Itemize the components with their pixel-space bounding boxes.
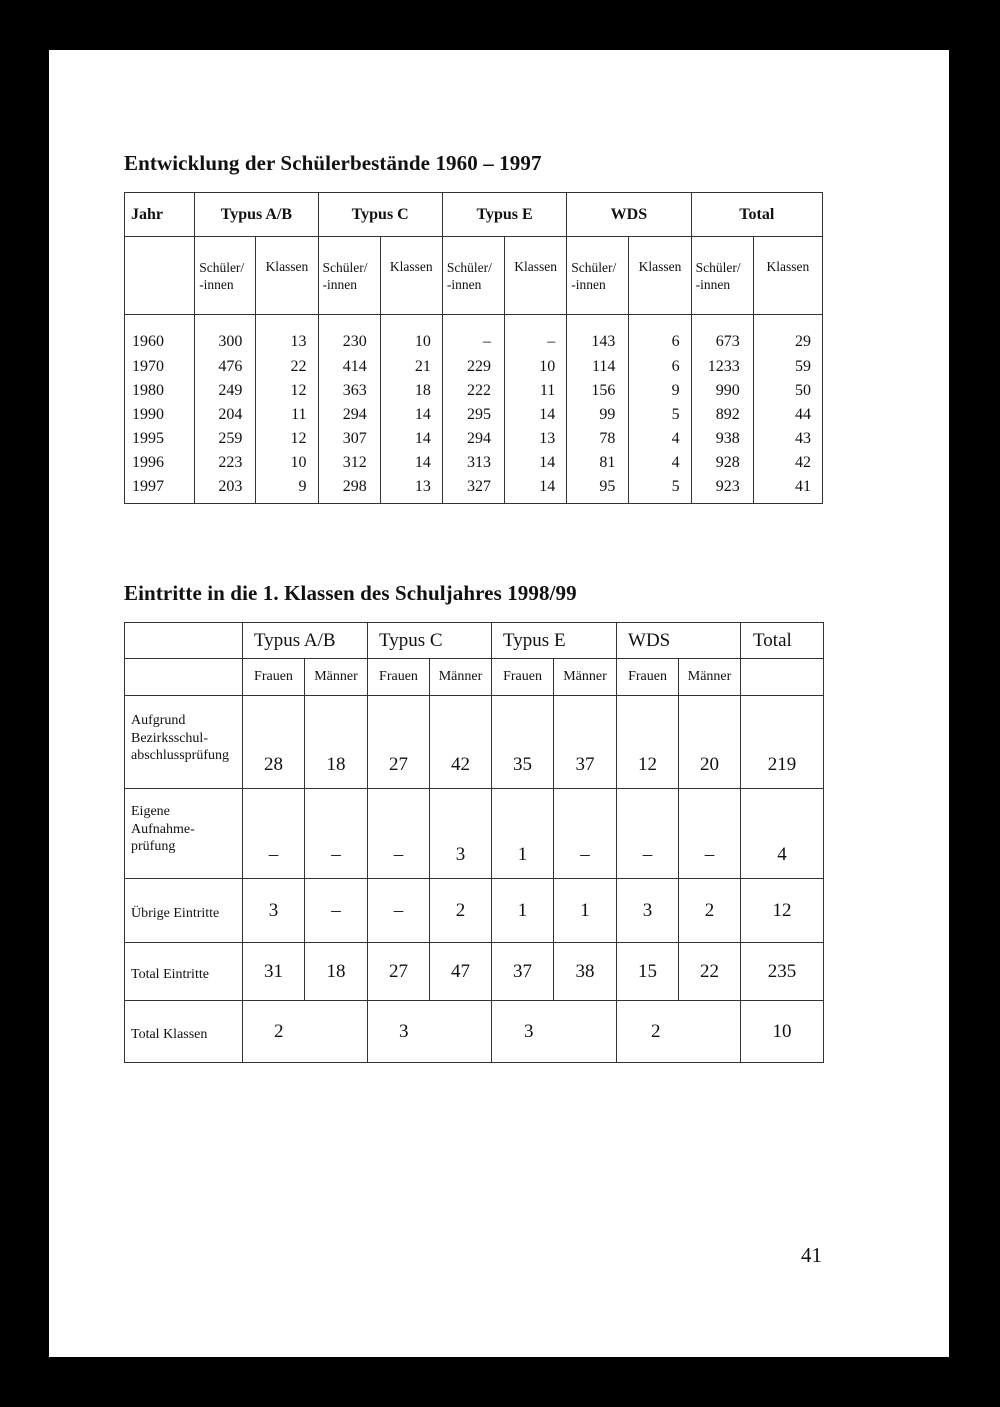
table-row <box>125 379 823 403</box>
data-cell: 13 <box>380 475 442 504</box>
data-cell: – <box>305 879 368 943</box>
data-cell: 363 <box>318 379 380 403</box>
table-row <box>125 403 823 427</box>
data-cell: 13 <box>505 427 567 451</box>
data-cell: 42 <box>430 696 492 789</box>
enrollment-history-table <box>124 192 823 504</box>
table-row <box>125 879 824 943</box>
col-header-jahr: Jahr <box>125 193 195 237</box>
table-row <box>125 451 823 475</box>
sub-header-schueler: Schüler/ -innen <box>195 237 256 315</box>
empty-header-cell <box>741 659 824 696</box>
data-cell: 114 <box>567 355 629 379</box>
sub-header-klassen: Klassen <box>380 237 442 315</box>
data-cell: 1 <box>492 789 554 879</box>
data-cell: 11 <box>256 403 318 427</box>
data-cell: 156 <box>567 379 629 403</box>
data-cell: 3 <box>617 879 679 943</box>
data-cell: 3 <box>368 1001 492 1063</box>
table2-title: Eintritte in die 1. Klassen des Schuljahres 1998/99 <box>124 581 577 605</box>
data-cell: 3 <box>430 789 492 879</box>
table-row <box>125 696 824 789</box>
data-cell: – <box>505 315 567 356</box>
sub-header-schueler: Schüler/ -innen <box>318 237 380 315</box>
row-label: Total Klassen <box>125 1001 243 1063</box>
data-cell: 2 <box>430 879 492 943</box>
sub-header-klassen: Klassen <box>505 237 567 315</box>
data-cell: 12 <box>617 696 679 789</box>
data-cell: 29 <box>753 315 822 356</box>
data-cell: 300 <box>195 315 256 356</box>
table1-sub-header <box>125 237 823 315</box>
group-header: Total <box>691 193 822 237</box>
empty-header-cell <box>125 659 243 696</box>
data-cell: 204 <box>195 403 256 427</box>
data-cell: 22 <box>679 943 741 1001</box>
data-cell: 47 <box>430 943 492 1001</box>
data-cell: 22 <box>256 355 318 379</box>
data-cell: 11 <box>505 379 567 403</box>
data-cell: 2 <box>243 1001 368 1063</box>
data-cell: 81 <box>567 451 629 475</box>
data-cell: 928 <box>691 451 753 475</box>
data-cell: – <box>368 879 430 943</box>
table1-group-header <box>125 193 823 237</box>
data-cell: 18 <box>380 379 442 403</box>
data-cell: 249 <box>195 379 256 403</box>
sub-header-maenner: Männer <box>679 659 741 696</box>
sub-header-maenner: Männer <box>554 659 617 696</box>
table-row <box>125 1001 824 1063</box>
data-cell: 1 <box>492 879 554 943</box>
data-cell: 4 <box>629 427 691 451</box>
data-cell: 20 <box>679 696 741 789</box>
data-cell: 6 <box>629 315 691 356</box>
data-cell: 222 <box>442 379 504 403</box>
data-cell: 28 <box>243 696 305 789</box>
data-cell: 230 <box>318 315 380 356</box>
data-cell: 9 <box>629 379 691 403</box>
data-cell: 14 <box>505 403 567 427</box>
data-cell: – <box>554 789 617 879</box>
data-cell: 327 <box>442 475 504 504</box>
data-cell: 313 <box>442 451 504 475</box>
group-header: Typus A/B <box>195 193 318 237</box>
sub-header-frauen: Frauen <box>492 659 554 696</box>
table1-title: Entwicklung der Schülerbestände 1960 – 1997 <box>124 151 542 175</box>
data-cell: 12 <box>256 379 318 403</box>
table-row <box>125 355 823 379</box>
data-cell: 99 <box>567 403 629 427</box>
data-cell: 18 <box>305 696 368 789</box>
year-cell: 1990 <box>125 403 195 427</box>
row-label: Aufgrund Bezirksschul- abschlussprüfung <box>125 696 243 789</box>
sub-header-frauen: Frauen <box>243 659 305 696</box>
row-label: Eigene Aufnahme- prüfung <box>125 789 243 879</box>
data-cell: – <box>368 789 430 879</box>
year-cell: 1996 <box>125 451 195 475</box>
group-header: WDS <box>567 193 691 237</box>
year-cell: 1997 <box>125 475 195 504</box>
data-cell: 14 <box>380 451 442 475</box>
sub-header-maenner: Männer <box>430 659 492 696</box>
data-cell: 27 <box>368 943 430 1001</box>
data-cell: 9 <box>256 475 318 504</box>
data-cell: 1 <box>554 879 617 943</box>
year-cell: 1995 <box>125 427 195 451</box>
data-cell: 294 <box>318 403 380 427</box>
data-cell: 223 <box>195 451 256 475</box>
total-cell: 10 <box>741 1001 824 1063</box>
data-cell: 95 <box>567 475 629 504</box>
sub-header-frauen: Frauen <box>617 659 679 696</box>
data-cell: 295 <box>442 403 504 427</box>
year-cell: 1960 <box>125 315 195 356</box>
total-cell: 12 <box>741 879 824 943</box>
data-cell: 43 <box>753 427 822 451</box>
total-cell: 235 <box>741 943 824 1001</box>
data-cell: 59 <box>753 355 822 379</box>
data-cell: 414 <box>318 355 380 379</box>
data-cell: 938 <box>691 427 753 451</box>
total-header: Total <box>741 623 824 659</box>
group-header: Typus A/B <box>243 623 368 659</box>
row-label: Total Eintritte <box>125 943 243 1001</box>
group-header: Typus C <box>318 193 442 237</box>
data-cell: 10 <box>505 355 567 379</box>
data-cell: 10 <box>256 451 318 475</box>
data-cell: 6 <box>629 355 691 379</box>
group-header: Typus C <box>368 623 492 659</box>
data-cell: 892 <box>691 403 753 427</box>
data-cell: 923 <box>691 475 753 504</box>
data-cell: 1233 <box>691 355 753 379</box>
data-cell: 14 <box>380 403 442 427</box>
data-cell: 41 <box>753 475 822 504</box>
data-cell: 2 <box>617 1001 741 1063</box>
table2-group-header <box>125 623 824 659</box>
table-row <box>125 315 823 356</box>
sub-header-maenner: Männer <box>305 659 368 696</box>
data-cell: – <box>243 789 305 879</box>
data-cell: 2 <box>679 879 741 943</box>
data-cell: 14 <box>505 451 567 475</box>
year-cell: 1970 <box>125 355 195 379</box>
data-cell: 42 <box>753 451 822 475</box>
document-page <box>49 50 949 1357</box>
data-cell: 14 <box>380 427 442 451</box>
data-cell: 259 <box>195 427 256 451</box>
data-cell: 27 <box>368 696 430 789</box>
empty-header-cell <box>125 623 243 659</box>
data-cell: 38 <box>554 943 617 1001</box>
group-header: Typus E <box>442 193 566 237</box>
table-row <box>125 789 824 879</box>
data-cell: 44 <box>753 403 822 427</box>
data-cell: 294 <box>442 427 504 451</box>
year-cell: 1980 <box>125 379 195 403</box>
group-header: Typus E <box>492 623 617 659</box>
data-cell: 10 <box>380 315 442 356</box>
group-header: WDS <box>617 623 741 659</box>
sub-header-schueler: Schüler/ -innen <box>442 237 504 315</box>
data-cell: – <box>617 789 679 879</box>
data-cell: 203 <box>195 475 256 504</box>
sub-header-klassen: Klassen <box>629 237 691 315</box>
data-cell: 37 <box>492 943 554 1001</box>
data-cell: – <box>442 315 504 356</box>
data-cell: 3 <box>492 1001 617 1063</box>
data-cell: 37 <box>554 696 617 789</box>
data-cell: 15 <box>617 943 679 1001</box>
data-cell: 3 <box>243 879 305 943</box>
data-cell: 298 <box>318 475 380 504</box>
data-cell: – <box>679 789 741 879</box>
data-cell: – <box>305 789 368 879</box>
sub-header-klassen: Klassen <box>753 237 822 315</box>
sub-header-klassen: Klassen <box>256 237 318 315</box>
data-cell: 21 <box>380 355 442 379</box>
data-cell: 5 <box>629 475 691 504</box>
table-row <box>125 427 823 451</box>
total-cell: 219 <box>741 696 824 789</box>
total-cell: 4 <box>741 789 824 879</box>
table-row <box>125 475 823 504</box>
page-number: 41 <box>801 1243 822 1267</box>
sub-header-schueler: Schüler/ -innen <box>691 237 753 315</box>
data-cell: 476 <box>195 355 256 379</box>
data-cell: 307 <box>318 427 380 451</box>
data-cell: 18 <box>305 943 368 1001</box>
data-cell: 13 <box>256 315 318 356</box>
data-cell: 50 <box>753 379 822 403</box>
data-cell: 229 <box>442 355 504 379</box>
first-class-entries-table <box>124 622 824 1063</box>
data-cell: 143 <box>567 315 629 356</box>
table-row <box>125 943 824 1001</box>
data-cell: 4 <box>629 451 691 475</box>
data-cell: 14 <box>505 475 567 504</box>
sub-header-schueler: Schüler/ -innen <box>567 237 629 315</box>
data-cell: 12 <box>256 427 318 451</box>
data-cell: 673 <box>691 315 753 356</box>
table2-sub-header <box>125 659 824 696</box>
data-cell: 312 <box>318 451 380 475</box>
sub-header-frauen: Frauen <box>368 659 430 696</box>
data-cell: 990 <box>691 379 753 403</box>
data-cell: 35 <box>492 696 554 789</box>
row-label: Übrige Eintritte <box>125 879 243 943</box>
data-cell: 31 <box>243 943 305 1001</box>
data-cell: 78 <box>567 427 629 451</box>
empty-header-cell <box>125 237 195 315</box>
data-cell: 5 <box>629 403 691 427</box>
